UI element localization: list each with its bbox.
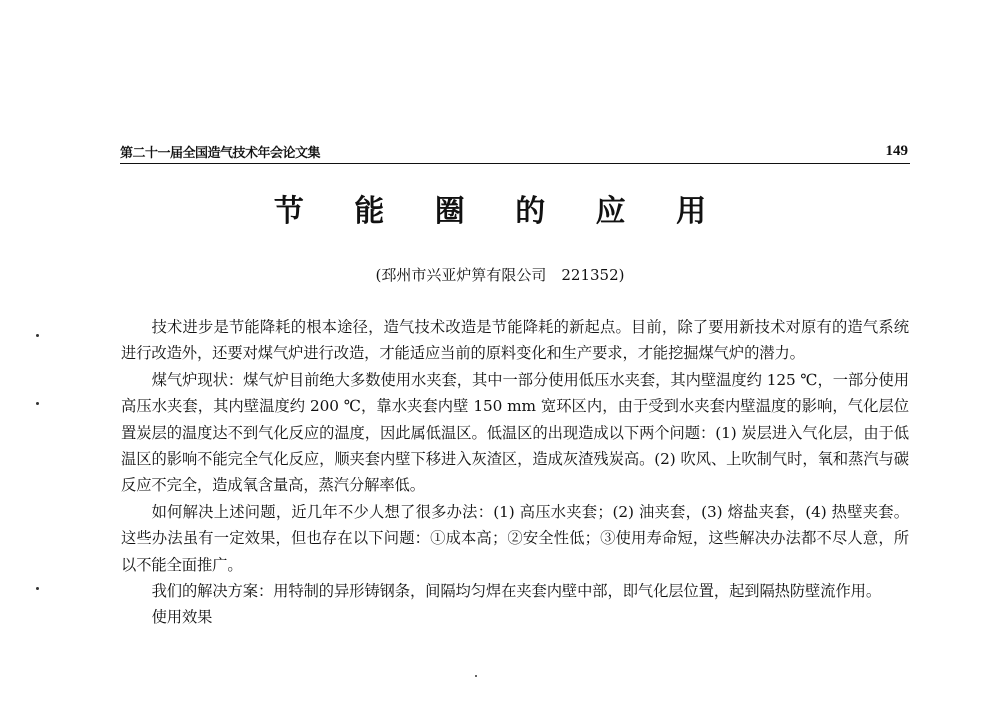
paragraph-results-heading: 使用效果 [151,608,213,627]
page-number: 149 [885,143,908,159]
paragraph-intro: 技术进步是节能降耗的根本途径，造气技术改造是节能降耗的新起点。目前，除了要用新技术对原有的造气系统进行改造外，还要对煤气炉进行改造，才能适应当前的原料变化和生产要求，才能挖掘煤气炉的潜力。 [121,318,909,363]
paragraph-current-status: 煤气炉现状：煤气炉目前绝大多数使用水夹套，其中一部分使用低压水夹套，其内壁温度约 125 ℃，一部分使用高压水夹套，其内壁温度约 200 ℃，靠水夹套内壁 150 mm 宽环区内，由于受到水夹套内壁温度的影响，气化层位置炭层的温度达不到气化反应的温度，因此属低温区。低温区的出现造成以下两个问题：(1) 炭层进入气化层，由于低温区的影响不能完全气化反应，顺夹套内壁下移进入灰渣区，造成灰渣残炭高。(2) 吹风、上吹制气时，氧和蒸汽与碳反应不完全，造成氧含量高，蒸汽分解率低。 [121,370,909,495]
paper-title: 节 能 圈 的 应 用 [273,194,727,229]
header-rule [120,163,910,164]
paragraph-existing-solutions: 如何解决上述问题，近几年不少人想了很多办法：(1) 高压水夹套；(2) 油夹套，(3) 熔盐夹套，(4) 热壁夹套。这些办法虽有一定效果，但也存在以下问题：①成本高；②安全性低；③使用寿命短，这些解决办法都不尽人意，所以不能全面推广。 [121,502,909,574]
scan-speck [475,675,477,677]
scan-speck [36,334,39,337]
author-affiliation: (邳州市兴亚炉箅有限公司 221352) [375,266,625,284]
proceedings-title: 第二十一届全国造气技术年会论文集 [120,146,321,161]
running-header [120,140,910,162]
scan-speck [36,402,39,405]
scan-speck [36,587,39,590]
paragraph-our-solution: 我们的解决方案：用特制的异形铸钢条，间隔均匀焊在夹套内壁中部，即气化层位置，起到隔热防壁流作用。 [151,582,882,601]
body-text [121,314,909,631]
